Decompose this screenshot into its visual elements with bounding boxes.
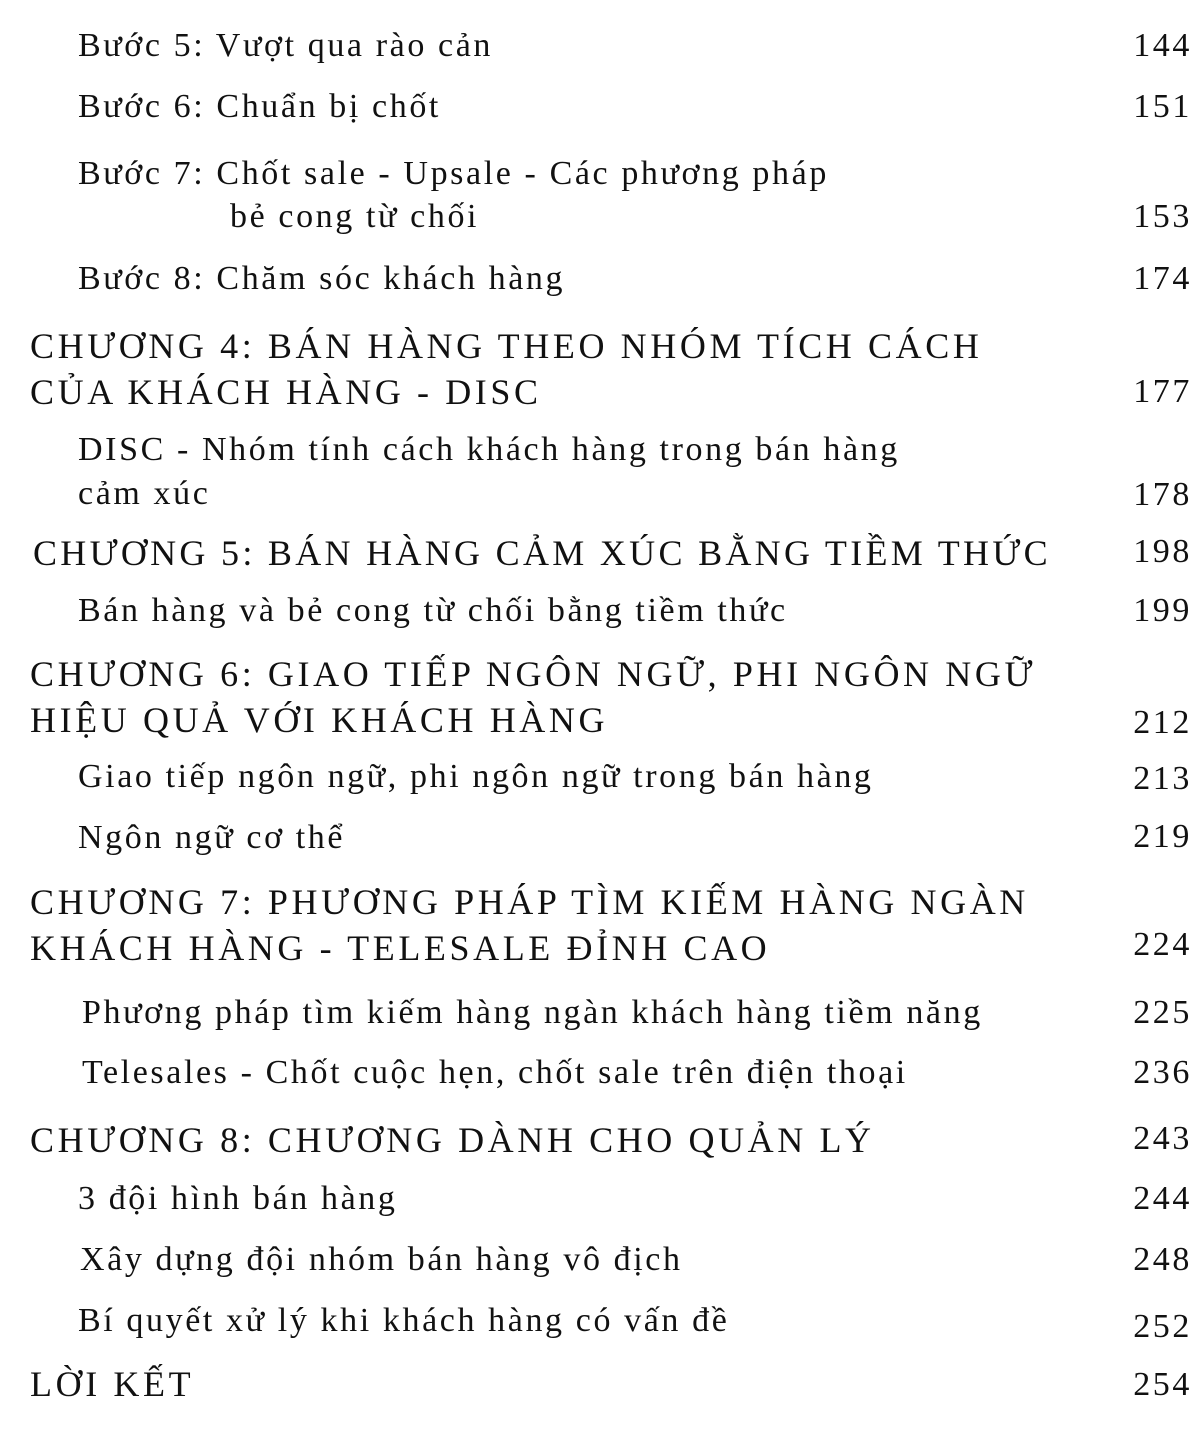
- toc-chapter-title: CHƯƠNG 4: BÁN HÀNG THEO NHÓM TÍCH CÁCH: [30, 326, 983, 366]
- toc-chapter-title: LỜI KẾT: [30, 1364, 195, 1404]
- toc-page-number: 236: [1133, 1054, 1192, 1091]
- toc-page-number: 177: [1133, 373, 1192, 410]
- toc-entry-title: Bước 8: Chăm sóc khách hàng: [78, 260, 566, 297]
- toc-page-number: 178: [1133, 476, 1192, 513]
- toc-entry-title: Bước 5: Vượt qua rào cản: [78, 27, 494, 64]
- toc-page-number: 212: [1133, 704, 1192, 741]
- toc-page-number: 174: [1133, 260, 1192, 297]
- toc-page-number: 243: [1133, 1120, 1192, 1157]
- toc-page-number: 213: [1133, 760, 1192, 797]
- toc-entry-title: Bước 6: Chuẩn bị chốt: [78, 88, 441, 125]
- toc-chapter-title: CHƯƠNG 8: CHƯƠNG DÀNH CHO QUẢN LÝ: [30, 1120, 875, 1160]
- toc-page-number: 144: [1133, 27, 1192, 64]
- toc-chapter-title: CHƯƠNG 6: GIAO TIẾP NGÔN NGỮ, PHI NGÔN NGỮ: [30, 654, 1036, 694]
- toc-entry-title: Bước 7: Chốt sale - Upsale - Các phương pháp: [78, 155, 829, 192]
- toc-chapter-title: CHƯƠNG 5: BÁN HÀNG CẢM XÚC BẰNG TIỀM THỨC: [33, 533, 1051, 573]
- toc-page-number: 254: [1133, 1366, 1192, 1403]
- toc-entry-title: DISC - Nhóm tính cách khách hàng trong bán hàng: [78, 431, 900, 468]
- toc-page-number: 219: [1133, 818, 1192, 855]
- toc-page-number: 225: [1133, 994, 1192, 1031]
- toc-entry-title-continuation: cảm xúc: [78, 475, 211, 512]
- toc-page-number: 199: [1133, 592, 1192, 629]
- toc-page-number: 198: [1133, 533, 1192, 570]
- toc-entry-title: Ngôn ngữ cơ thể: [78, 819, 346, 856]
- toc-chapter-title-continuation: HIỆU QUẢ VỚI KHÁCH HÀNG: [30, 700, 609, 740]
- toc-page-number: 252: [1133, 1308, 1192, 1345]
- toc-chapter-title-continuation: KHÁCH HÀNG - TELESALE ĐỈNH CAO: [30, 928, 771, 968]
- toc-page-number: 244: [1133, 1180, 1192, 1217]
- toc-entry-title: Bán hàng và bẻ cong từ chối bằng tiềm thức: [78, 592, 788, 629]
- toc-entry-title: Giao tiếp ngôn ngữ, phi ngôn ngữ trong bán hàng: [78, 758, 874, 795]
- toc-page-number: 151: [1133, 88, 1192, 125]
- toc-page-number: 248: [1133, 1241, 1192, 1278]
- toc-entry-title: Xây dựng đội nhóm bán hàng vô địch: [80, 1241, 683, 1278]
- toc-entry-title: Telesales - Chốt cuộc hẹn, chốt sale trên điện thoại: [82, 1054, 908, 1091]
- toc-entry-title: 3 đội hình bán hàng: [78, 1180, 398, 1217]
- toc-chapter-title: CHƯƠNG 7: PHƯƠNG PHÁP TÌM KIẾM HÀNG NGÀN: [30, 882, 1029, 922]
- toc-entry-title: Bí quyết xử lý khi khách hàng có vấn đề: [78, 1302, 730, 1339]
- toc-entry-title-continuation: bẻ cong từ chối: [230, 198, 480, 235]
- toc-page-number: 153: [1133, 198, 1192, 235]
- toc-page-number: 224: [1133, 926, 1192, 963]
- toc-chapter-title-continuation: CỦA KHÁCH HÀNG - DISC: [30, 372, 542, 412]
- toc-entry-title: Phương pháp tìm kiếm hàng ngàn khách hàng tiềm năng: [82, 994, 983, 1031]
